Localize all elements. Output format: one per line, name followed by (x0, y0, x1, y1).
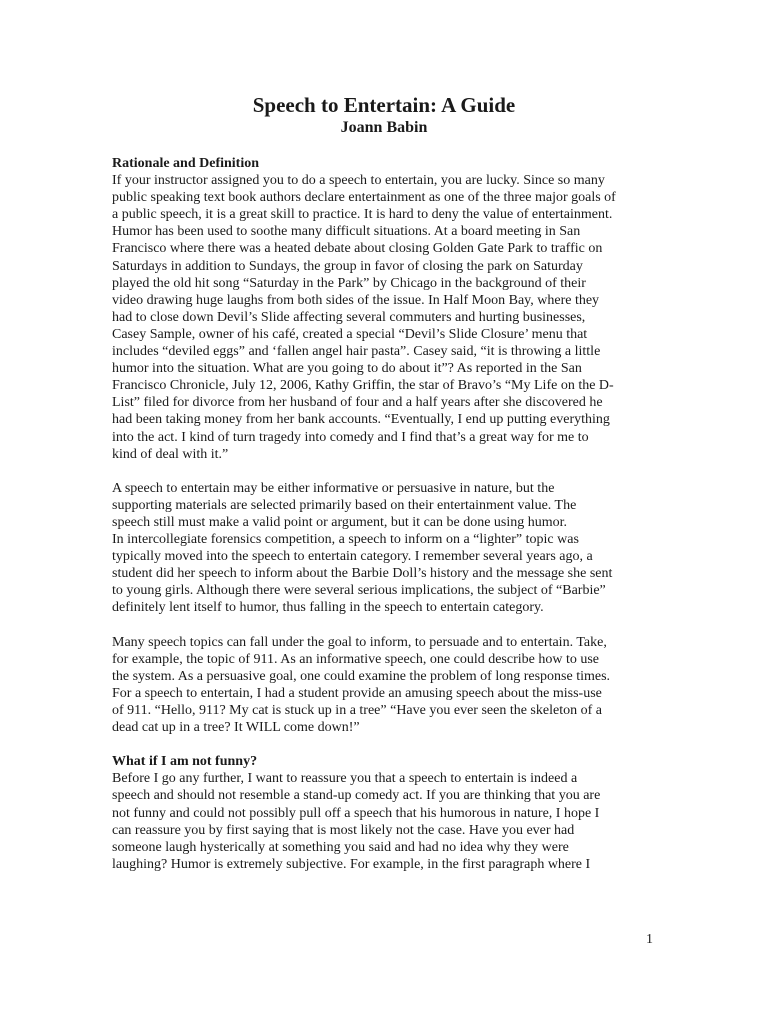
text-line: to young girls. Although there were several serious implications, the subject of “Barbie” (112, 583, 606, 599)
text-line: a public speech, it is a great skill to practice. It is hard to deny the value of entertainment. (112, 207, 613, 223)
text-line: for example, the topic of 911. As an informative speech, one could describe how to use (112, 651, 600, 667)
document-title: Speech to Entertain: A Guide (252, 93, 516, 117)
text-line: typically moved into the speech to entertain category. I remember several years ago, a (112, 549, 593, 565)
page-number: 1 (646, 932, 653, 947)
text-line: Francisco Chronicle, July 12, 2006, Kathy Griffin, the star of Bravo’s “My Life on the D- (112, 378, 614, 394)
text-line: played the old hit song “Saturday in the Park” by Chicago in the background of their (112, 275, 586, 291)
text-line: not funny and could not possibly pull off a speech that his humorous in nature, I hope I (112, 805, 600, 821)
text-line: speech still must make a valid point or argument, but it can be done using humor. (112, 514, 568, 530)
paragraph (112, 770, 672, 873)
section-heading: What if I am not funny? (112, 754, 258, 770)
paragraph (112, 634, 672, 737)
text-line: someone laugh hysterically at something you said and had no idea why they were (112, 839, 569, 855)
text-line: definitely lent itself to humor, thus falling in the speech to entertain category. (112, 600, 544, 616)
text-line: dead cat up in a tree? It WILL come down!” (112, 720, 360, 736)
paragraph-spacer (112, 736, 672, 753)
paragraph (112, 172, 672, 463)
text-line: can reassure you by first saying that is most likely not the case. Have you ever had (112, 822, 575, 838)
text-line: of 911. “Hello, 911? My cat is stuck up in a tree” “Have you ever seen the skeleton of a (112, 703, 602, 718)
text-line: List” filed for divorce from her husband of four and a half years after she discovered he (112, 395, 603, 411)
text-line: laughing? Humor is extremely subjective. For example, in the first paragraph where I (112, 856, 591, 872)
paragraph-spacer (112, 463, 672, 480)
text-line: kind of deal with it.” (112, 446, 229, 462)
text-line: the system. As a persuasive goal, one could examine the problem of long response times. (112, 668, 611, 684)
text-line: If your instructor assigned you to do a speech to entertain, you are lucky. Since so many (112, 173, 605, 189)
text-line: had to close down Devil’s Slide affecting several commuters and hurting businesses, (112, 309, 586, 325)
paragraph (112, 480, 672, 617)
text-line: Humor has been used to soothe many difficult situations. At a board meeting in San (112, 224, 581, 240)
text-line: supporting materials are selected primarily based on their entertainment value. The (112, 497, 577, 513)
text-line: For a speech to entertain, I had a student provide an amusing speech about the miss-use (112, 685, 602, 701)
text-line: public speaking text book authors declare entertainment as one of the three major goals of (112, 190, 616, 206)
text-line: Francisco where there was a heated debate about closing Golden Gate Park to traffic on (112, 241, 603, 257)
text-line: humor into the situation. What are you going to do about it”? As reported in the San (112, 361, 582, 377)
text-line: video drawing huge laughs from both sides of the issue. In Half Moon Bay, where they (112, 292, 600, 308)
text-line: had been taking money from her bank accounts. “Eventually, I end up putting everything (112, 412, 610, 428)
text-line: speech and should not resemble a stand-up comedy act. If you are thinking that you are (112, 788, 601, 804)
text-line: Casey Sample, owner of his café, created a special “Devil’s Slide Closure’ menu that (112, 326, 588, 342)
text-line: In intercollegiate forensics competition, a speech to inform on a “lighter” topic was (112, 532, 579, 548)
text-line: Many speech topics can fall under the goal to inform, to persuade and to entertain. Take, (112, 634, 607, 650)
text-line: Before I go any further, I want to reassure you that a speech to entertain is indeed a (112, 771, 578, 787)
text-line: A speech to entertain may be either informative or persuasive in nature, but the (112, 480, 555, 496)
document-body (112, 155, 672, 873)
text-line: includes “deviled eggs” and ‘fallen angel hair pasta”. Casey said, “it is throwing a little (112, 344, 601, 360)
document-author: Joann Babin (340, 119, 428, 136)
text-line: student did her speech to inform about the Barbie Doll’s history and the message she sent (112, 566, 613, 582)
section-heading: Rationale and Definition (112, 156, 260, 171)
text-line: into the act. I kind of turn tragedy into comedy and I find that’s a great way for me to (112, 429, 589, 445)
text-line: Saturdays in addition to Sundays, the group in favor of closing the park on Saturday (112, 258, 583, 274)
paragraph-spacer (112, 617, 672, 634)
